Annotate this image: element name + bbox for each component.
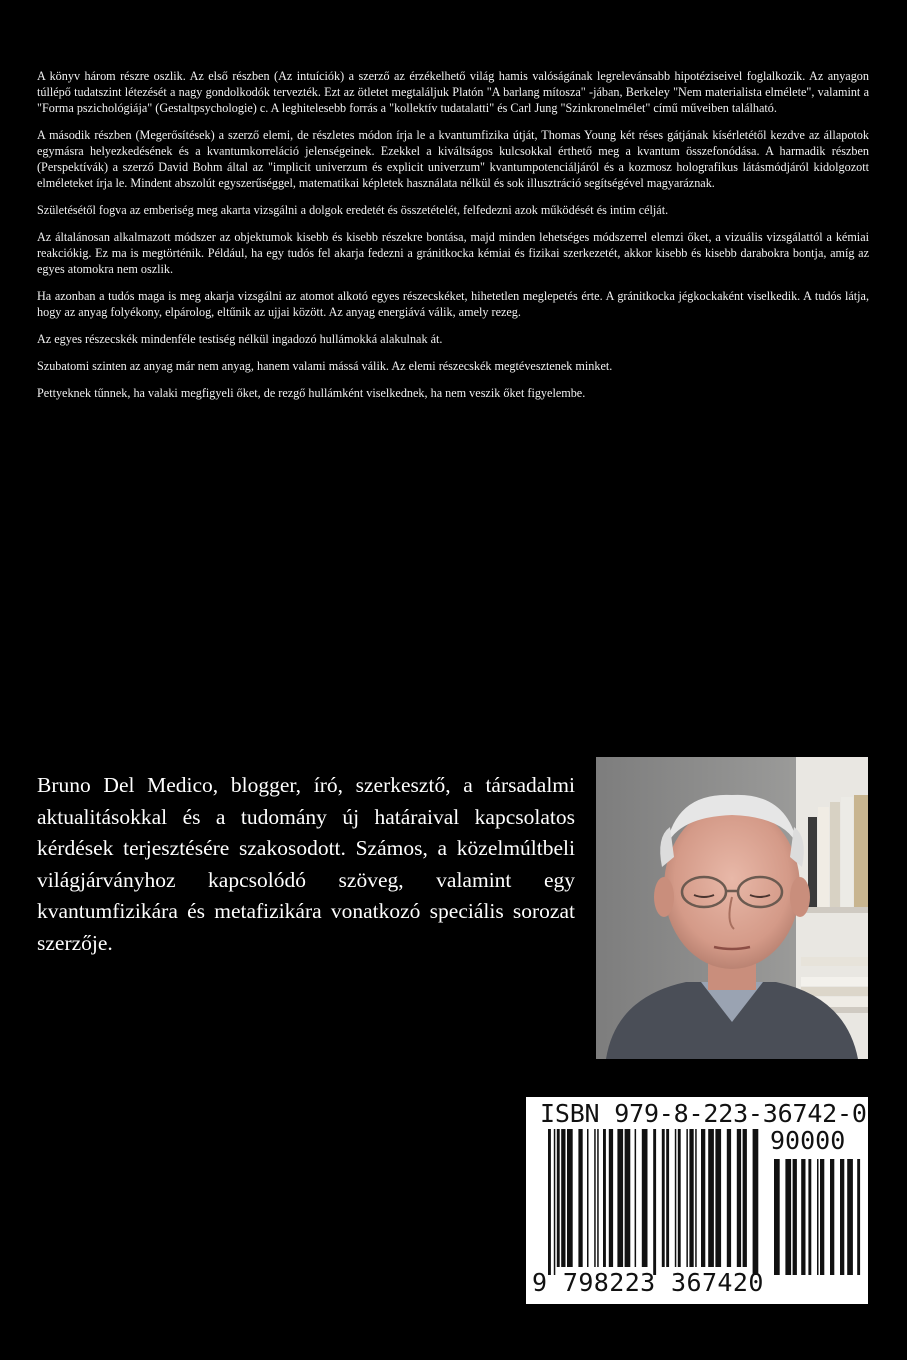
- barcode-bar: [686, 1129, 688, 1267]
- barcode-bar: [666, 1129, 669, 1267]
- blurb-paragraph-2: A második részben (Megerősítések) a szerző elemi, de részletes módon írja le a kvantumfizika útját, Thomas Young két réses gátjának kísérletétől kezdve az állapotok egymásra helyezkedésének és a kvantumkorreláció jelenségeinek. Ezekkel a kiváltságos kulcsokkal érthető meg a kvantum összefonódása. A harmadik részben (Perspektívák) a szerző David Bohm által az "implicit univerzum és explicit univerzum" kvantumpotenciáljáról és a kozmosz holografikus látásmódjáról kidolgozott elméleteket írja le. Mindent abszolút egyszerűséggel, matematikai képletek használata nélkül és sok illusztráció segítségével magyaráznak.: [37, 128, 869, 190]
- price-code: 90000: [770, 1126, 846, 1155]
- barcode-bar: [689, 1129, 693, 1267]
- barcode-bar: [567, 1129, 573, 1267]
- barcode-addon-bar: [847, 1159, 853, 1275]
- barcode-bar: [597, 1129, 599, 1267]
- blurb-paragraph-7: Szubatomi szinten az anyag már nem anyag, hanem valami mássá válik. Az elemi részecskék megtévesztenek minket.: [37, 359, 613, 373]
- barcode-bar: [617, 1129, 623, 1267]
- barcode-addon-bar: [793, 1159, 797, 1275]
- barcode-bar: [715, 1129, 721, 1267]
- barcode-bar: [653, 1129, 656, 1275]
- barcode-bar: [625, 1129, 631, 1267]
- isbn-barcode: [526, 1097, 868, 1304]
- barcode-addon-bar: [840, 1159, 844, 1275]
- barcode-addon-bar: [785, 1159, 791, 1275]
- barcode-bar: [701, 1129, 705, 1267]
- barcode-bar: [675, 1129, 677, 1267]
- barcode-addon-bar: [817, 1159, 819, 1275]
- barcode-bar: [594, 1129, 596, 1267]
- barcode-bar: [737, 1129, 741, 1267]
- barcode-bar: [561, 1129, 565, 1267]
- blurb-paragraph-1: A könyv három részre oszlik. Az első részben (Az intuíciók) a szerző az érzékelhető világ hamis valóságának legrelevánsabb hipotéziseivel foglalkozik. Az anyagon túllépő tudatszint létezését a nagy gondolkodók tervezték. Ezt az ötletet megtaláljuk Platón "A barlang mítosza" -jában, Berkeley "Nem materialista elmélete", valamint a "Forma pszichológiája" (Gestaltpsychologie) c. A leghitelesebb forrás a "kollektív tudatalatti" és Carl Jung "Szinkronelmélet" című műveiben található.: [37, 69, 869, 115]
- barcode-addon-bar: [857, 1159, 860, 1275]
- barcode-bar: [578, 1129, 582, 1267]
- barcode-bar: [727, 1129, 731, 1267]
- barcode-bar: [708, 1129, 714, 1267]
- barcode-addon-bar: [830, 1159, 834, 1275]
- isbn-label: ISBN 979-8-223-36742-0: [540, 1099, 867, 1128]
- back-cover-blurb: [37, 68, 869, 412]
- barcode-bar: [753, 1129, 759, 1275]
- barcode-addon-bar: [774, 1159, 780, 1275]
- barcode-bar: [603, 1129, 606, 1267]
- barcode-bar: [642, 1129, 648, 1267]
- barcode-addon-bar: [808, 1159, 811, 1275]
- barcode-bar: [695, 1129, 697, 1267]
- blurb-paragraph-8: Pettyeknek tűnnek, ha valaki megfigyeli őket, de rezgő hullámként viselkednek, ha nem veszik őket figyelembe.: [37, 386, 586, 400]
- blurb-paragraph-6: Az egyes részecskék mindenféle testiség nélkül ingadozó hullámokká alakulnak át.: [37, 332, 443, 346]
- blurb-paragraph-5: Ha azonban a tudós maga is meg akarja vizsgálni az atomot alkotó egyes részecskéket, hihetetlen meglepetés érte. A gránitkocka jégkockaként viselkedik. A tudós látja, hogy az anyag folyékony, elpárolog, eltűnik az ujjai között. Az anyag energiává válik, amely rezeg.: [37, 289, 869, 319]
- barcode-bar: [557, 1129, 560, 1267]
- barcode-addon-bar: [820, 1159, 824, 1275]
- author-photo-illustration: [596, 757, 868, 1059]
- barcode-digits: 9 798223 367420: [532, 1268, 764, 1297]
- blurb-paragraph-3: Születésétől fogva az emberiség meg akarta vizsgálni a dolgok eredetét és összetételét, felfedezni azok működését és intim célját.: [37, 203, 669, 217]
- blurb-paragraph-4: Az általánosan alkalmazott módszer az objektumok kisebb és kisebb részekre bontása, majd minden lehetséges módszerrel elemzi őket, a vizuális vizsgálattól a kémiai reakciókig. Ez ma is megtörténik. Például, ha egy tudós fel akarja fedezni a gránitkocka kémiai és fizikai szerkezetét, akkor kisebb és kisebb darabokra bontja, amíg az egyes atomokra nem oszlik.: [37, 230, 869, 276]
- barcode-bar: [678, 1129, 681, 1267]
- barcode-bar: [743, 1129, 747, 1267]
- author-photo: [596, 757, 868, 1059]
- barcode-bar: [635, 1129, 637, 1267]
- barcode-bar: [554, 1129, 556, 1275]
- barcode-addon-bar: [801, 1159, 805, 1275]
- barcode-bar: [548, 1129, 551, 1275]
- barcode-bar: [662, 1129, 665, 1267]
- barcode-bar: [587, 1129, 589, 1267]
- author-bio: Bruno Del Medico, blogger, író, szerkesztő, a társadalmi aktualitásokkal és a tudomány új határaival kapcsolatos kérdések terjesztésére szakosodott. Számos, a közelmúltbeli világjárványhoz kapcsolódó szöveg, valamint egy kvantumfizikára és metafizikára vonatkozó speciális sorozat szerzője.: [37, 773, 575, 955]
- barcode-bar: [609, 1129, 613, 1267]
